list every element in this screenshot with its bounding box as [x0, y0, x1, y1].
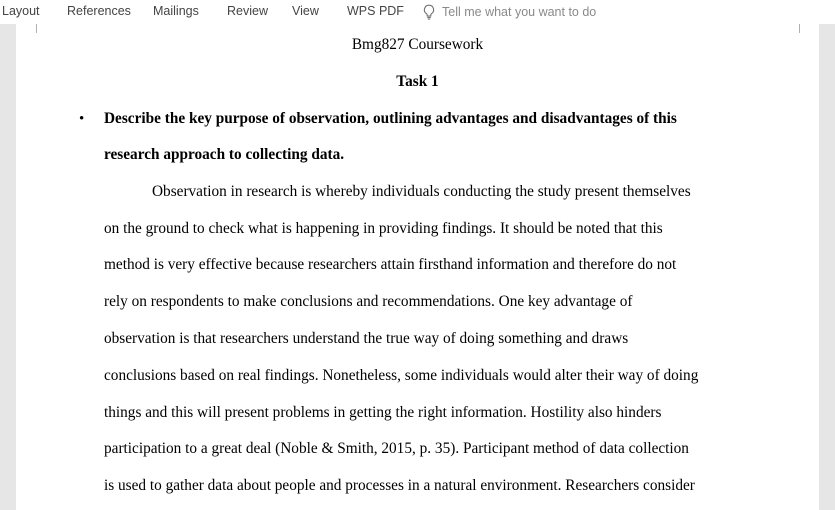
bullet-marker: • [79, 111, 85, 127]
body-line: observation is that researchers understand the true way of doing something and draws [104, 330, 629, 347]
document-header-title: Bmg827 Coursework [351, 36, 484, 53]
left-margin-marker [36, 24, 37, 33]
body-line: participation to a great deal (Noble & Smith, 2015, p. 35). Participant method of data collection [104, 440, 689, 457]
task-heading: Task 1 [396, 73, 439, 90]
tab-wps-pdf[interactable]: WPS PDF [347, 4, 404, 18]
tab-layout[interactable]: Layout [2, 4, 40, 18]
body-line: things and this will present problems in getting the right information. Hostility also hinders [104, 404, 662, 421]
lightbulb-icon [422, 4, 436, 20]
ribbon-tab-bar [0, 0, 835, 24]
body-line: rely on respondents to make conclusions and recommendations. One key advantage of [104, 293, 633, 310]
body-line: on the ground to check what is happening in providing findings. It should be noted that this [104, 220, 663, 237]
body-line: conclusions based on real findings. Nonetheless, some individuals would alter their way of doing [104, 367, 699, 384]
tell-me-placeholder: Tell me what you want to do [442, 5, 597, 19]
tab-references[interactable]: References [67, 4, 131, 18]
body-line: is used to gather data about people and processes in a natural environment. Researchers consider [104, 477, 695, 494]
right-margin-marker [799, 24, 800, 33]
tell-me-search[interactable] [422, 2, 596, 22]
question-line: Describe the key purpose of observation, outlining advantages and disadvantages of this [104, 110, 677, 127]
document-workspace[interactable] [0, 24, 835, 510]
body-line: method is very effective because researchers attain firsthand information and therefore do not [104, 256, 677, 273]
question-line: research approach to collecting data. [104, 146, 345, 163]
tab-view[interactable]: View [292, 4, 319, 18]
tab-mailings[interactable]: Mailings [153, 4, 199, 18]
body-line: Observation in research is whereby individuals conducting the study present themselves [152, 183, 691, 200]
tab-review[interactable]: Review [227, 4, 268, 18]
document-page[interactable] [16, 24, 819, 510]
